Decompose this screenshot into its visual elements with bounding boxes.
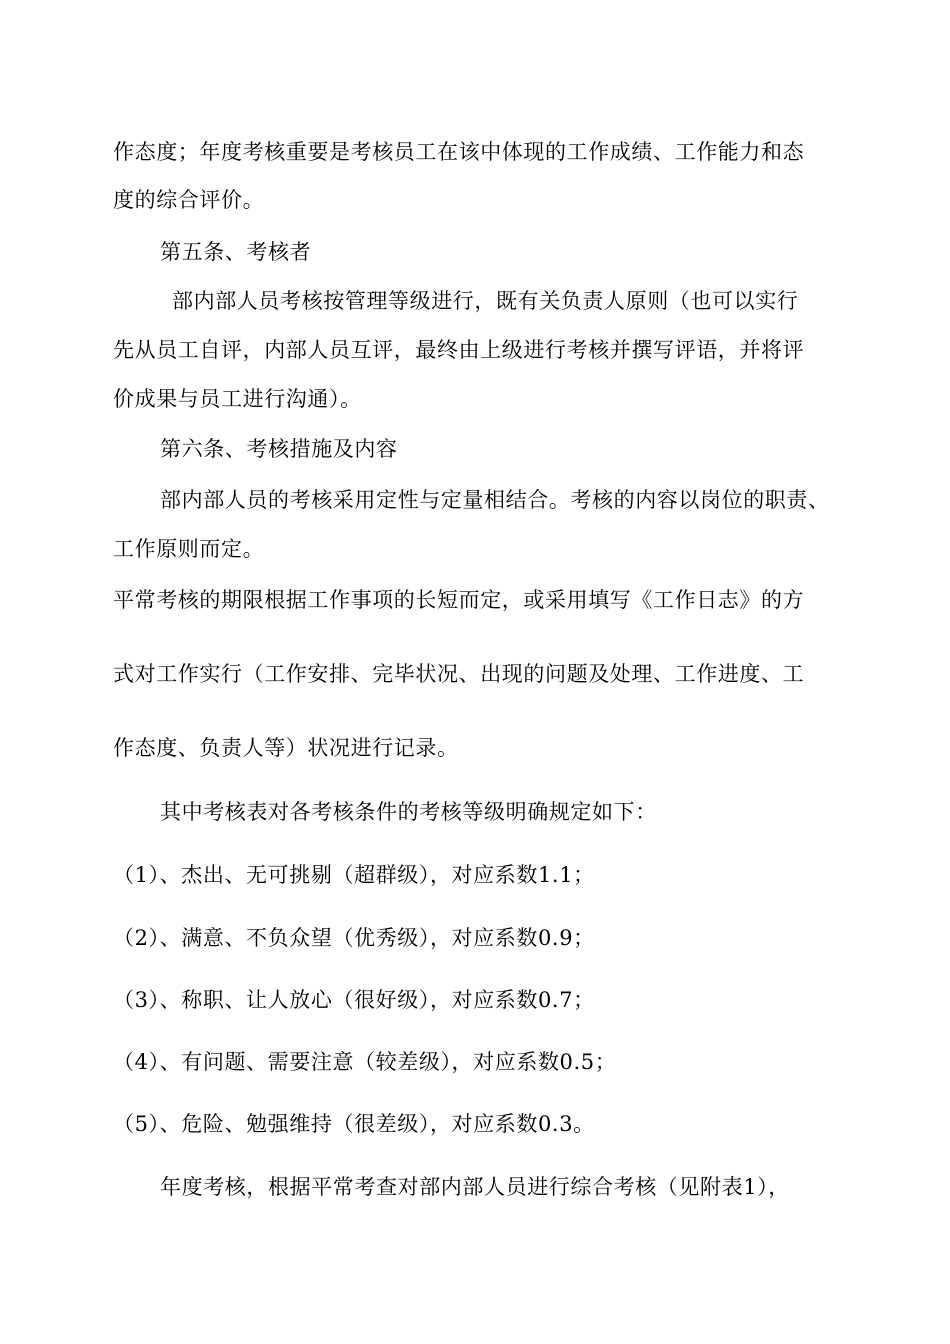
paragraph-line: 其中考核表对各考核条件的考核等级明确规定如下： [160,800,657,824]
section-heading: 第五条、考核者 [160,240,312,264]
list-item: （4）、有问题、需要注意（较差级），对应系数0.5； [113,1050,617,1074]
paragraph-line: 部内部人员考核按管理等级进行，既有关负责人原则（也可以实行 [172,289,799,313]
list-item: （2）、满意、不负众望（优秀级），对应系数0.9； [113,926,595,950]
paragraph-line: 平常考核的期限根据工作事项的长短而定，或采用填写《工作日志》的方 [113,588,805,612]
paragraph-line: 度的综合评价。 [113,188,265,212]
list-item: （1）、杰出、无可挑剔（超群级），对应系数1.1； [113,863,595,887]
paragraph-line: 作态度、负责人等）状况进行记录。 [113,736,459,760]
list-item: （3）、称职、让人放心（很好级），对应系数0.7； [113,988,595,1012]
paragraph-line: 作态度；年度考核重要是考核员工在该中体现的工作成绩、工作能力和态 [113,140,805,164]
section-heading: 第六条、考核措施及内容 [160,437,398,461]
paragraph-line: 先从员工自评，内部人员互评，最终由上级进行考核并撰写评语，并将评 [113,338,805,362]
list-item: （5）、危险、勉强维持（很差级），对应系数0.3。 [113,1112,595,1136]
paragraph-line: 部内部人员的考核采用定性与定量相结合。考核的内容以岗位的职责、 [160,488,830,512]
paragraph-line: 年度考核，根据平常考查对部内部人员进行综合考核（见附表1）， [160,1175,790,1199]
paragraph-line: 工作原则而定。 [113,537,265,561]
paragraph-line: 价成果与员工进行沟通）。 [113,387,362,411]
paragraph-line: 式对工作实行（工作安排、完毕状况、出现的问题及处理、工作进度、工 [113,662,805,686]
